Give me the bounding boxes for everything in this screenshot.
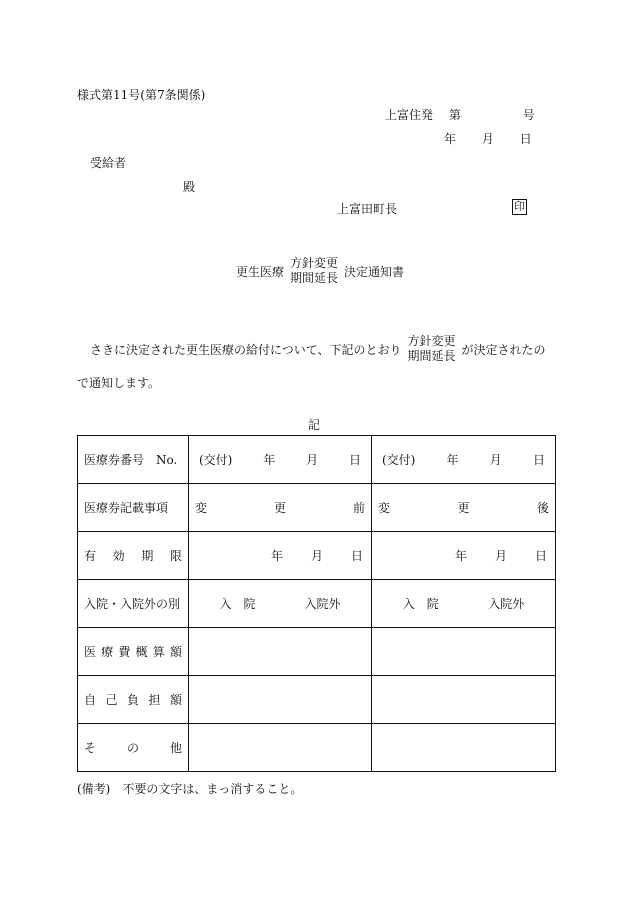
validity-right <box>372 532 556 580</box>
date-month: 月 <box>481 132 494 146</box>
koufu-year: 年 <box>446 453 459 467</box>
after-char: 変 <box>378 501 391 515</box>
row-label-ticket-number: 医療券番号 No. <box>78 436 189 484</box>
issue-date <box>444 130 532 147</box>
body-part-2: が決定されたの <box>461 342 546 357</box>
other-left <box>189 724 372 772</box>
nyuin-label: 入 院 <box>219 597 256 611</box>
ticket-issue-left <box>189 436 372 484</box>
title-option-1: 方針変更 <box>290 256 339 270</box>
title-option-2: 期間延長 <box>290 271 339 285</box>
body-option-1: 方針変更 <box>407 334 456 348</box>
gai-label: 入院外 <box>488 597 525 611</box>
koufu-day: 日 <box>532 453 545 467</box>
validity-month: 月 <box>494 549 507 563</box>
issue-go: 号 <box>522 108 535 122</box>
row-label-validity: 有 効 期 限 <box>78 532 189 580</box>
koufu-label: (交付) <box>382 453 416 467</box>
ticket-issue-right <box>372 436 556 484</box>
title-options <box>290 256 338 286</box>
other-right <box>372 724 556 772</box>
ki-heading: 記 <box>308 418 321 432</box>
nyuin-label: 入 院 <box>402 597 439 611</box>
validity-day: 日 <box>534 549 547 563</box>
seal-mark <box>512 199 527 215</box>
entries-after <box>372 484 556 532</box>
medical-cost-left <box>189 628 372 676</box>
before-char: 変 <box>195 501 208 515</box>
koufu-month: 月 <box>489 453 502 467</box>
table-row <box>78 532 556 580</box>
validity-year: 年 <box>270 549 283 563</box>
before-char: 前 <box>352 501 365 515</box>
table-row <box>78 724 556 772</box>
row-label-copay: 自 己 負 担 額 <box>78 676 189 724</box>
entries-before <box>189 484 372 532</box>
inpatient-right <box>372 580 556 628</box>
row-label-inpatient: 入院・入院外の別 <box>78 580 189 628</box>
date-year: 年 <box>444 132 457 146</box>
body-line-2: で通知します。 <box>77 376 161 390</box>
koufu-day: 日 <box>348 453 361 467</box>
recipient-honorific: 殿 <box>183 180 196 194</box>
copay-right <box>372 676 556 724</box>
before-char: 更 <box>273 501 286 515</box>
table-row <box>78 436 556 484</box>
issue-number-line <box>385 106 535 123</box>
recipient-label: 受給者 <box>90 156 127 170</box>
date-day: 日 <box>519 132 532 146</box>
issuer-title: 上富田町長 <box>337 202 398 216</box>
document-title <box>236 256 404 286</box>
row-label-ticket-entries: 医療券記載事項 <box>78 484 189 532</box>
seal-box: 印 <box>514 200 525 213</box>
validity-left <box>189 532 372 580</box>
body-line-1 <box>90 334 546 364</box>
row-label-medical-cost: 医 療 費 概 算 額 <box>78 628 189 676</box>
koufu-label: (交付) <box>199 453 233 467</box>
medical-cost-right <box>372 628 556 676</box>
table-row <box>78 484 556 532</box>
table-row <box>78 628 556 676</box>
body-option-2: 期間延長 <box>407 349 456 363</box>
details-table <box>77 435 556 772</box>
inpatient-left <box>189 580 372 628</box>
row-label-other: そ の 他 <box>78 724 189 772</box>
koufu-month: 月 <box>306 453 319 467</box>
form-number: 様式第11号(第7条関係) <box>77 88 206 102</box>
after-char: 後 <box>536 501 549 515</box>
table-row <box>78 580 556 628</box>
koufu-year: 年 <box>263 453 276 467</box>
gai-label: 入院外 <box>304 597 341 611</box>
body-options <box>408 334 456 364</box>
title-right: 決定通知書 <box>344 264 405 279</box>
body-part-1: さきに決定された更生医療の給付について、下記のとおり <box>90 342 402 357</box>
title-left: 更生医療 <box>236 264 285 279</box>
validity-day: 日 <box>350 549 363 563</box>
issue-prefix: 上富住発 <box>385 108 434 122</box>
validity-month: 月 <box>310 549 323 563</box>
after-char: 更 <box>457 501 470 515</box>
table-row <box>78 676 556 724</box>
copay-left <box>189 676 372 724</box>
validity-year: 年 <box>454 549 467 563</box>
issue-dai: 第 <box>448 108 461 122</box>
remarks: (備考) 不要の文字は、まっ消すること。 <box>77 782 303 796</box>
